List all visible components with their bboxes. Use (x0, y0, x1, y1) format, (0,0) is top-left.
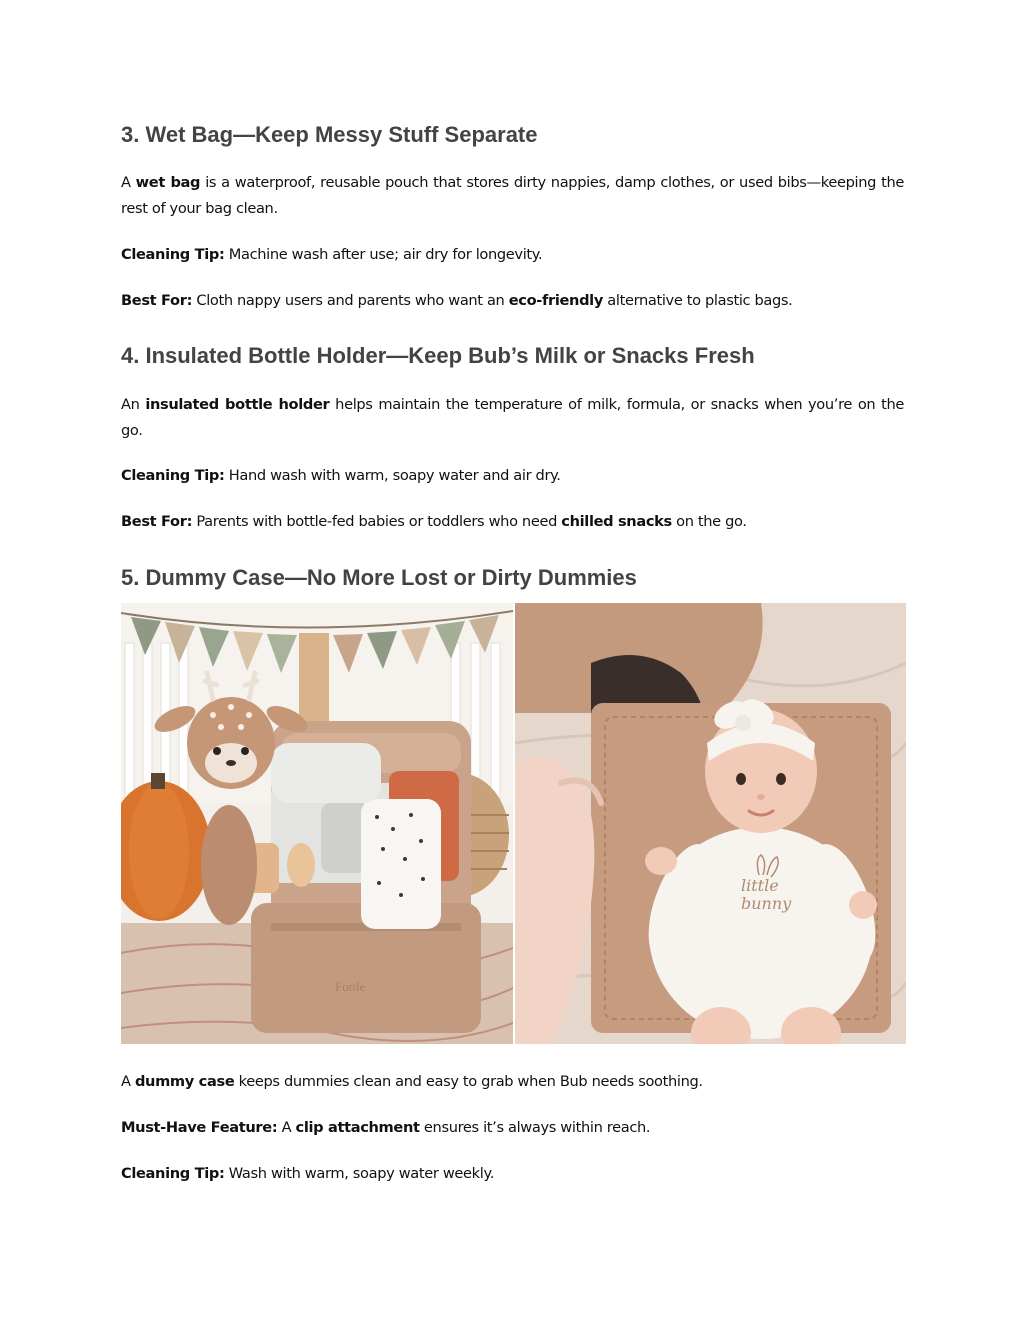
heading-dummy-case: 5. Dummy Case—No More Lost or Dirty Dummies (121, 565, 637, 590)
dummy-case-intro: A dummy case keeps dummies clean and easy to grab when Bub needs soothing. (121, 1073, 703, 1090)
product-photo (121, 603, 906, 1044)
bag-brand-label: Fottle (335, 979, 366, 994)
heading-insulated-bottle-holder: 4. Insulated Bottle Holder—Keep Bub’s Milk or Snacks Fresh (121, 343, 755, 368)
wet-bag-best-for: Best For: Cloth nappy users and parents who want an eco-friendly alternative to plastic bags. (121, 292, 793, 309)
dummy-case-feature: Must-Have Feature: A clip attachment ensures it’s always within reach. (121, 1119, 651, 1136)
bottle-holder-best-for: Best For: Parents with bottle-fed babies or toddlers who need chilled snacks on the go. (121, 513, 747, 530)
bottle-holder-intro: An insulated bottle holder helps maintain the temperature of milk, formula, or snacks when you’re on the go. (121, 396, 904, 439)
nursery-backpack-photo (121, 603, 513, 1044)
baby-change-mat-photo (515, 603, 906, 1044)
heading-wet-bag: 3. Wet Bag—Keep Messy Stuff Separate (121, 122, 538, 147)
dummy-case-cleaning-tip: Cleaning Tip: Wash with warm, soapy water weekly. (121, 1165, 494, 1182)
romper-text-line2: bunny (741, 894, 792, 913)
bottle-holder-cleaning-tip: Cleaning Tip: Hand wash with warm, soapy water and air dry. (121, 467, 561, 484)
wet-bag-intro: A wet bag is a waterproof, reusable pouch that stores dirty nappies, damp clothes, or used bibs—keeping the rest of your bag clean. (121, 174, 904, 217)
romper-text-line1: little (741, 876, 779, 895)
wet-bag-cleaning-tip: Cleaning Tip: Machine wash after use; air dry for longevity. (121, 246, 543, 263)
